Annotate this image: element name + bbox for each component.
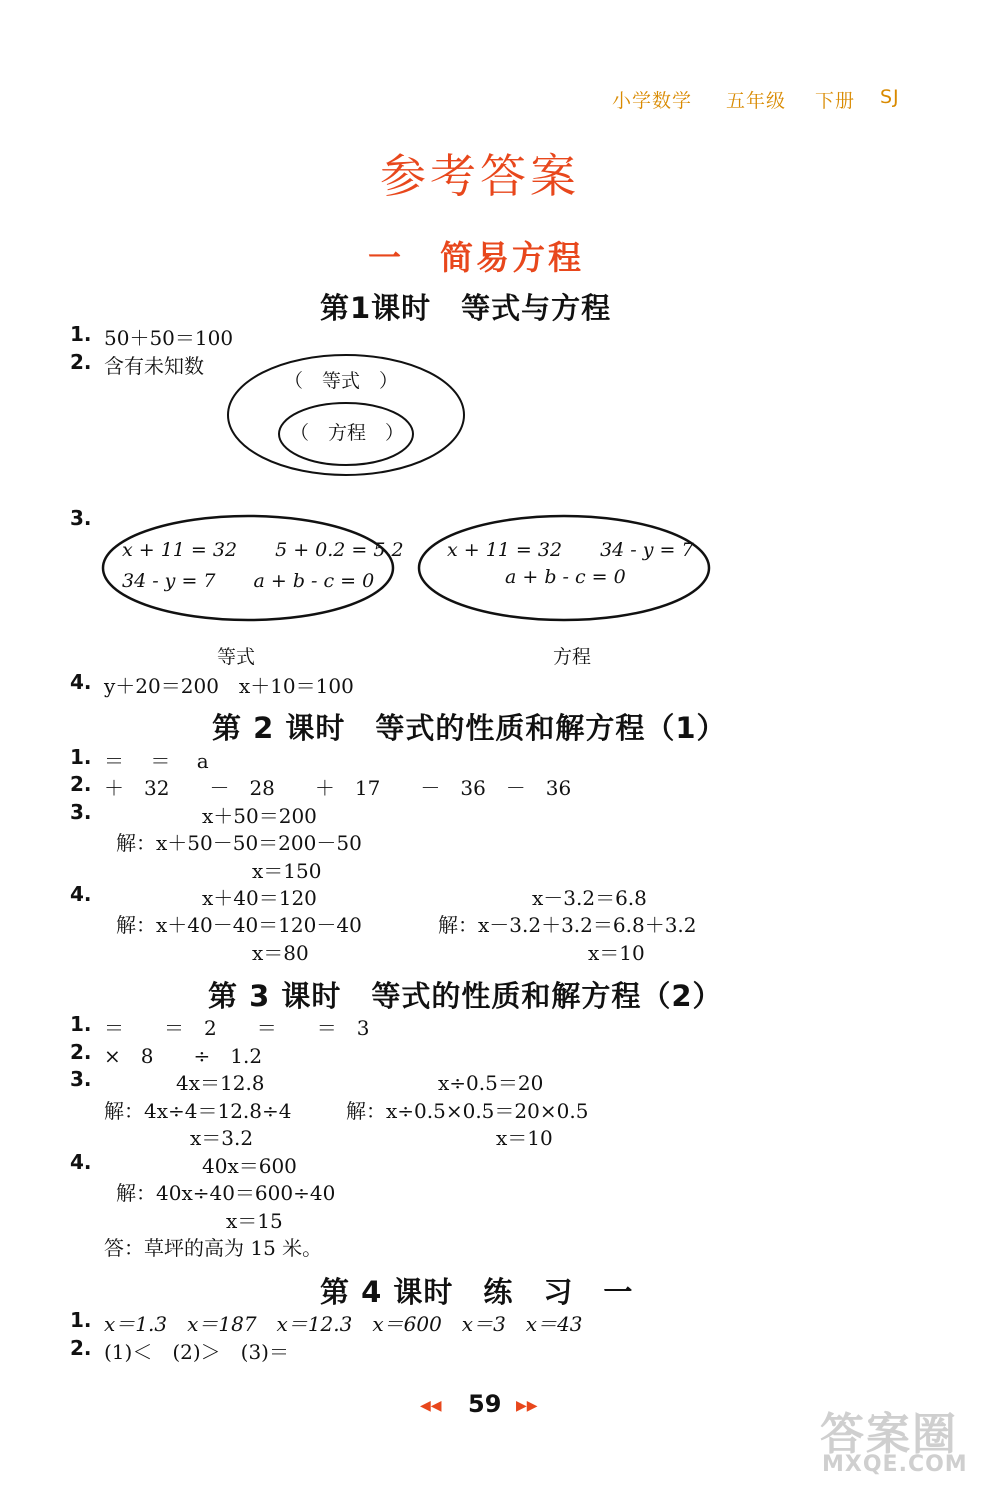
answer-text: ＋ 32 － 28 ＋ 17 － 36 － 36	[104, 776, 572, 800]
ellipse-text: x + 11 = 32 34 - y = 7	[447, 539, 694, 561]
lesson-4-title: 第 4 课时 练 习 一	[320, 1275, 634, 1309]
header-edition: SJ	[880, 86, 900, 108]
equation-line: x÷0.5＝20	[438, 1071, 544, 1095]
answer-text: x＝1.3 x＝187 x＝12.3 x＝600 x＝3 x＝43	[104, 1312, 583, 1336]
question-number: 2.	[70, 772, 92, 796]
question-number: 2.	[70, 1040, 92, 1064]
result-line: x＝10	[588, 941, 645, 965]
result-line: x＝150	[252, 859, 322, 883]
lesson-1-title: 第1课时 等式与方程	[320, 291, 612, 325]
solution-line: 解：4x÷4＝12.8÷4	[104, 1099, 292, 1123]
answer-text: ＝ ＝ 2 ＝ ＝ 3	[104, 1016, 370, 1040]
ellipse-text: a + b - c = 0	[505, 566, 626, 588]
outer-label: （ 等式 ）	[284, 370, 399, 392]
result-line: x＝80	[252, 941, 309, 965]
solution-line: 解：x＋40－40＝120－40	[116, 913, 362, 937]
answer-sentence: 答：草坪的高为 15 米。	[104, 1236, 323, 1260]
answer-text: 含有未知数	[104, 354, 204, 378]
solution-line: 解：x÷0.5×0.5＝20×0.5	[346, 1099, 589, 1123]
question-number: 1.	[70, 1012, 92, 1036]
question-number: 2.	[70, 350, 92, 374]
page-number: 59	[468, 1390, 502, 1418]
ellipse-text: x + 11 = 32 5 + 0.2 = 5.2	[122, 539, 404, 561]
answer-text: (1)＜ (2)＞ (3)＝	[104, 1340, 289, 1364]
equation-line: x－3.2＝6.8	[532, 886, 647, 910]
ellipse-label: 方程	[553, 646, 592, 668]
result-line: x＝3.2	[190, 1126, 254, 1150]
ellipse-label: 等式	[217, 646, 256, 668]
result-line: x＝15	[226, 1209, 283, 1233]
answer-text: 50＋50＝100	[104, 326, 234, 350]
question-number: 4.	[70, 1150, 92, 1174]
page-title: 参考答案	[380, 149, 580, 203]
question-number: 1.	[70, 745, 92, 769]
equation-line: x＋40＝120	[202, 886, 317, 910]
answer-text: ＝ ＝ a	[104, 749, 209, 773]
header-subject: 小学数学	[612, 90, 693, 112]
watermark-url: MXQE.COM	[822, 1452, 968, 1477]
answer-text: y＋20＝200 x＋10＝100	[104, 674, 354, 698]
next-arrows-icon: ▶▶	[516, 1398, 538, 1414]
unit-title: 一 简易方程	[368, 238, 584, 277]
equation-line: 4x＝12.8	[176, 1071, 265, 1095]
question-number: 4.	[70, 882, 92, 906]
lesson-3-title: 第 3 课时 等式的性质和解方程（2）	[208, 979, 723, 1013]
question-number: 4.	[70, 670, 92, 694]
equation-line: 40x＝600	[202, 1154, 297, 1178]
equation-line: x＋50＝200	[202, 804, 317, 828]
question-number: 3.	[70, 800, 92, 824]
header-volume: 下册	[815, 90, 856, 112]
answer-text: × 8 ÷ 1.2	[104, 1044, 263, 1068]
lesson-2-title: 第 2 课时 等式的性质和解方程（1）	[212, 711, 727, 745]
solution-line: 解：40x÷40＝600÷40	[116, 1181, 336, 1205]
solution-line: 解：x－3.2＋3.2＝6.8＋3.2	[438, 913, 697, 937]
header-grade: 五年级	[726, 90, 787, 112]
inner-label: （ 方程 ）	[290, 422, 405, 444]
question-number: 3.	[70, 1067, 92, 1091]
question-number: 1.	[70, 322, 92, 346]
question-number: 1.	[70, 1308, 92, 1332]
watermark-logo: 答案圈	[820, 1409, 958, 1460]
ellipse-text: 34 - y = 7 a + b - c = 0	[122, 570, 375, 592]
result-line: x＝10	[496, 1126, 553, 1150]
solution-line: 解：x＋50－50＝200－50	[116, 831, 362, 855]
question-number: 3.	[70, 506, 92, 530]
question-number: 2.	[70, 1336, 92, 1360]
prev-arrows-icon: ◀◀	[420, 1398, 442, 1414]
